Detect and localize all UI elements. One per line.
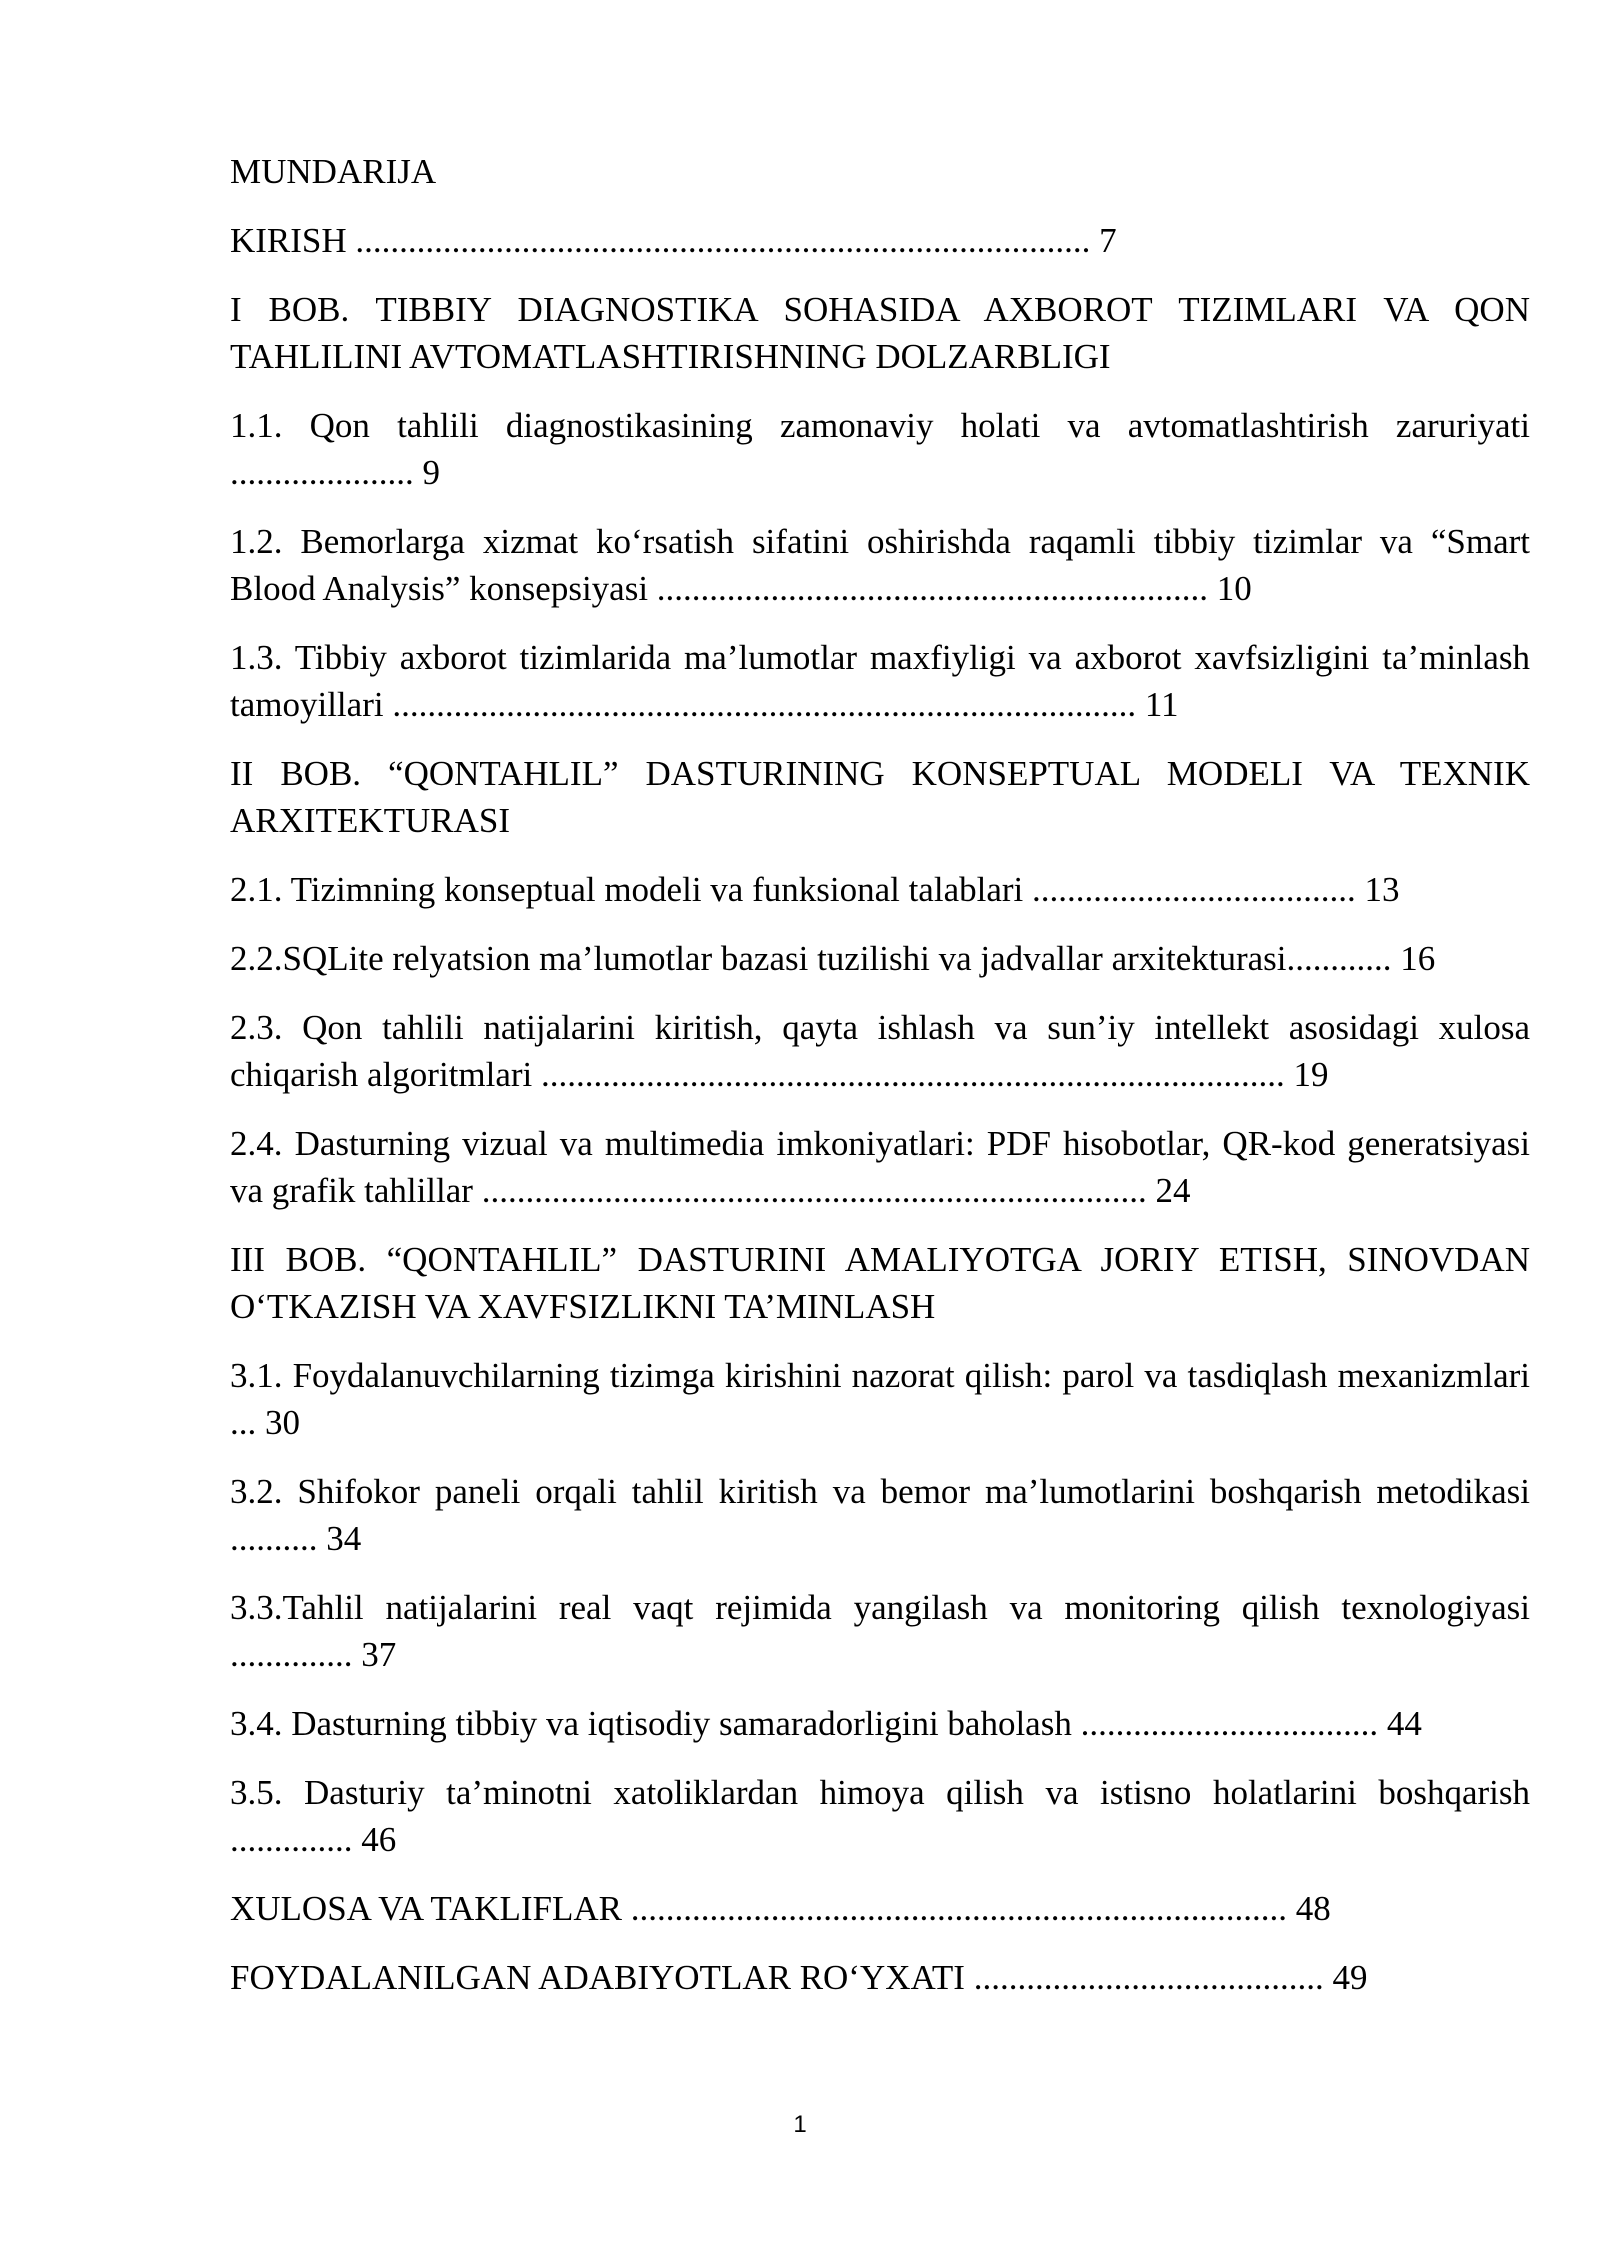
toc-title: MUNDARIJA — [230, 152, 437, 191]
toc-entry-xulosa: XULOSA VA TAKLIFLAR ........................................................................... 48 — [230, 1889, 1331, 1928]
toc-chapter-3-heading: III BOB. “QONTAHLIL” DASTURINI AMALIYOTGA JORIY ETISH, SINOVDAN O‘TKAZISH VA XAVFSIZLIKNI TA’MINLASH — [230, 1240, 1530, 1326]
page-number: 1 — [793, 2111, 807, 2138]
toc-entry-2-3: 2.3. Qon tahlili natijalarini kiritish, qayta ishlash va sun’iy intellekt asosidagi xulosa chiqarish algoritmlari ..................................................................................... 19 — [230, 1008, 1530, 1094]
toc-entry-3-4: 3.4. Dasturning tibbiy va iqtisodiy samaradorligini baholash .................................. 44 — [230, 1704, 1422, 1743]
toc-entry-3-3: 3.3.Tahlil natijalarini real vaqt rejimida yangilash va monitoring qilish texnologiyasi .............. 37 — [230, 1588, 1530, 1674]
toc-entry-1-3: 1.3. Tibbiy axborot tizimlarida ma’lumotlar maxfiyligi va axborot xavfsizligini ta’minlash tamoyillari ..................................................................................... 11 — [230, 638, 1530, 724]
toc-entry-3-2: 3.2. Shifokor paneli orqali tahlil kiritish va bemor ma’lumotlarini boshqarish metodikasi .......... 34 — [230, 1472, 1530, 1558]
toc-entry-3-5: 3.5. Dasturiy ta’minotni xatoliklardan himoya qilish va istisno holatlarini boshqarish .............. 46 — [230, 1773, 1530, 1859]
toc-entry-adabiyotlar: FOYDALANILGAN ADABIYOTLAR RO‘YXATI ........................................ 49 — [230, 1958, 1368, 1997]
toc-entry-2-1: 2.1. Tizimning konseptual modeli va funksional talablari ..................................... 13 — [230, 870, 1400, 909]
toc-chapter-1-heading: I BOB. TIBBIY DIAGNOSTIKA SOHASIDA AXBOROT TIZIMLARI VA QON TAHLILINI AVTOMATLASHTIRISHNING DOLZARBLIGI — [230, 290, 1530, 376]
toc-chapter-2-heading: II BOB. “QONTAHLIL” DASTURINING KONSEPTUAL MODELI VA TEXNIK ARXITEKTURASI — [230, 754, 1530, 840]
toc-entry-2-2: 2.2.SQLite relyatsion ma’lumotlar bazasi tuzilishi va jadvallar arxitekturasi............ 16 — [230, 939, 1436, 978]
toc-entry-2-4: 2.4. Dasturning vizual va multimedia imkoniyatlari: PDF hisobotlar, QR-kod generatsiyasi va grafik tahlillar ............................................................................ 24 — [230, 1124, 1530, 1210]
toc-entry-3-1: 3.1. Foydalanuvchilarning tizimga kirishini nazorat qilish: parol va tasdiqlash mexanizmlari ... 30 — [230, 1356, 1530, 1442]
table-of-contents — [230, 148, 1530, 2023]
toc-entry-1-2: 1.2. Bemorlarga xizmat ko‘rsatish sifatini oshirishda raqamli tibbiy tizimlar va “Smart Blood Analysis” konsepsiyasi ............................................................... 10 — [230, 522, 1530, 608]
toc-entry-1-1: 1.1. Qon tahlili diagnostikasining zamonaviy holati va avtomatlashtirish zaruriyati ..................... 9 — [230, 406, 1530, 492]
toc-entry-kirish: KIRISH .................................................................................... 7 — [230, 221, 1117, 260]
